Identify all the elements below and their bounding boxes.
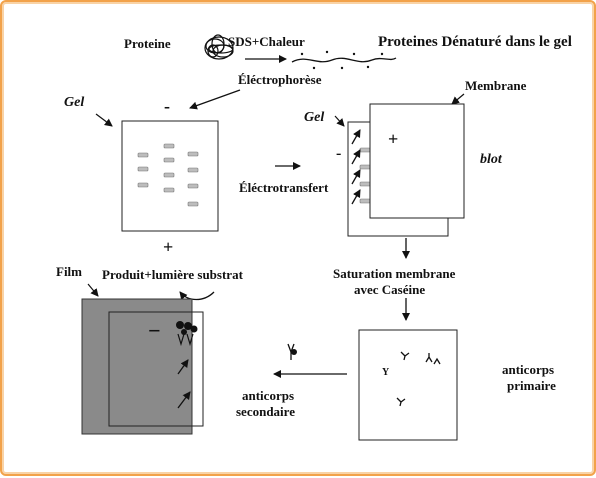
arrow-film [88, 284, 98, 296]
primary-antibody-membrane [359, 330, 457, 440]
gel-band [138, 183, 148, 187]
label-electrotransfert: Éléctrotransfert [239, 180, 329, 195]
gel-band [188, 184, 198, 188]
label-film: Film [56, 264, 82, 279]
membrane-sheet [370, 104, 464, 218]
label-saturation-line1: Saturation membrane [333, 266, 456, 281]
label-membrane: Membrane [465, 78, 527, 93]
film-minus-sign: − [148, 318, 161, 343]
secondary-antibody-icon [288, 344, 297, 360]
gel-band [164, 158, 174, 162]
label-gel-left: Gel [64, 95, 85, 110]
label-anticorps-primaire-line2: primaire [507, 378, 556, 393]
arrow-membrane [452, 94, 464, 104]
arrow-gel-left [96, 114, 112, 126]
transfer-minus-sign: - [336, 145, 342, 162]
western-blot-diagram [2, 2, 596, 478]
label-proteine: Proteine [124, 36, 171, 51]
label-electrophorese: Éléctrophorèse [238, 72, 322, 87]
label-saturation-line2: avec Caséine [354, 282, 426, 297]
label-anticorps-primaire-line1: anticorps [502, 362, 554, 377]
transfer-plus-sign: + [388, 129, 399, 149]
label-proteines-denature: Proteines Dénaturé dans le gel [378, 34, 572, 50]
transfer-band [360, 165, 370, 169]
arrow-electrophorese [190, 90, 240, 108]
gel-plus-sign: + [163, 237, 174, 257]
gel-band [164, 173, 174, 177]
antibody-y-symbol: Y [382, 367, 390, 378]
label-blot: blot [480, 152, 502, 167]
gel-minus-sign: - [164, 96, 170, 116]
film-sheet [82, 299, 192, 434]
gel-band [164, 188, 174, 192]
label-produit-lumiere: Produit+lumière substrat [102, 267, 243, 282]
gel-band [188, 152, 198, 156]
arrow-gel-right [335, 116, 344, 126]
gel-band [188, 168, 198, 172]
gel-band [138, 153, 148, 157]
label-sds-chaleur: SDS+Chaleur [228, 34, 305, 49]
gel-band [164, 144, 174, 148]
transfer-band [360, 182, 370, 186]
gel-band [188, 202, 198, 206]
denatured-protein-icon [292, 51, 396, 69]
transfer-band [360, 199, 370, 203]
transfer-band [360, 148, 370, 152]
label-anticorps-secondaire-line1: anticorps [242, 388, 294, 403]
gel-band [138, 167, 148, 171]
label-anticorps-secondaire-line2: secondaire [236, 404, 295, 419]
label-gel-right: Gel [304, 110, 325, 125]
arrow-light-emission [180, 292, 214, 300]
